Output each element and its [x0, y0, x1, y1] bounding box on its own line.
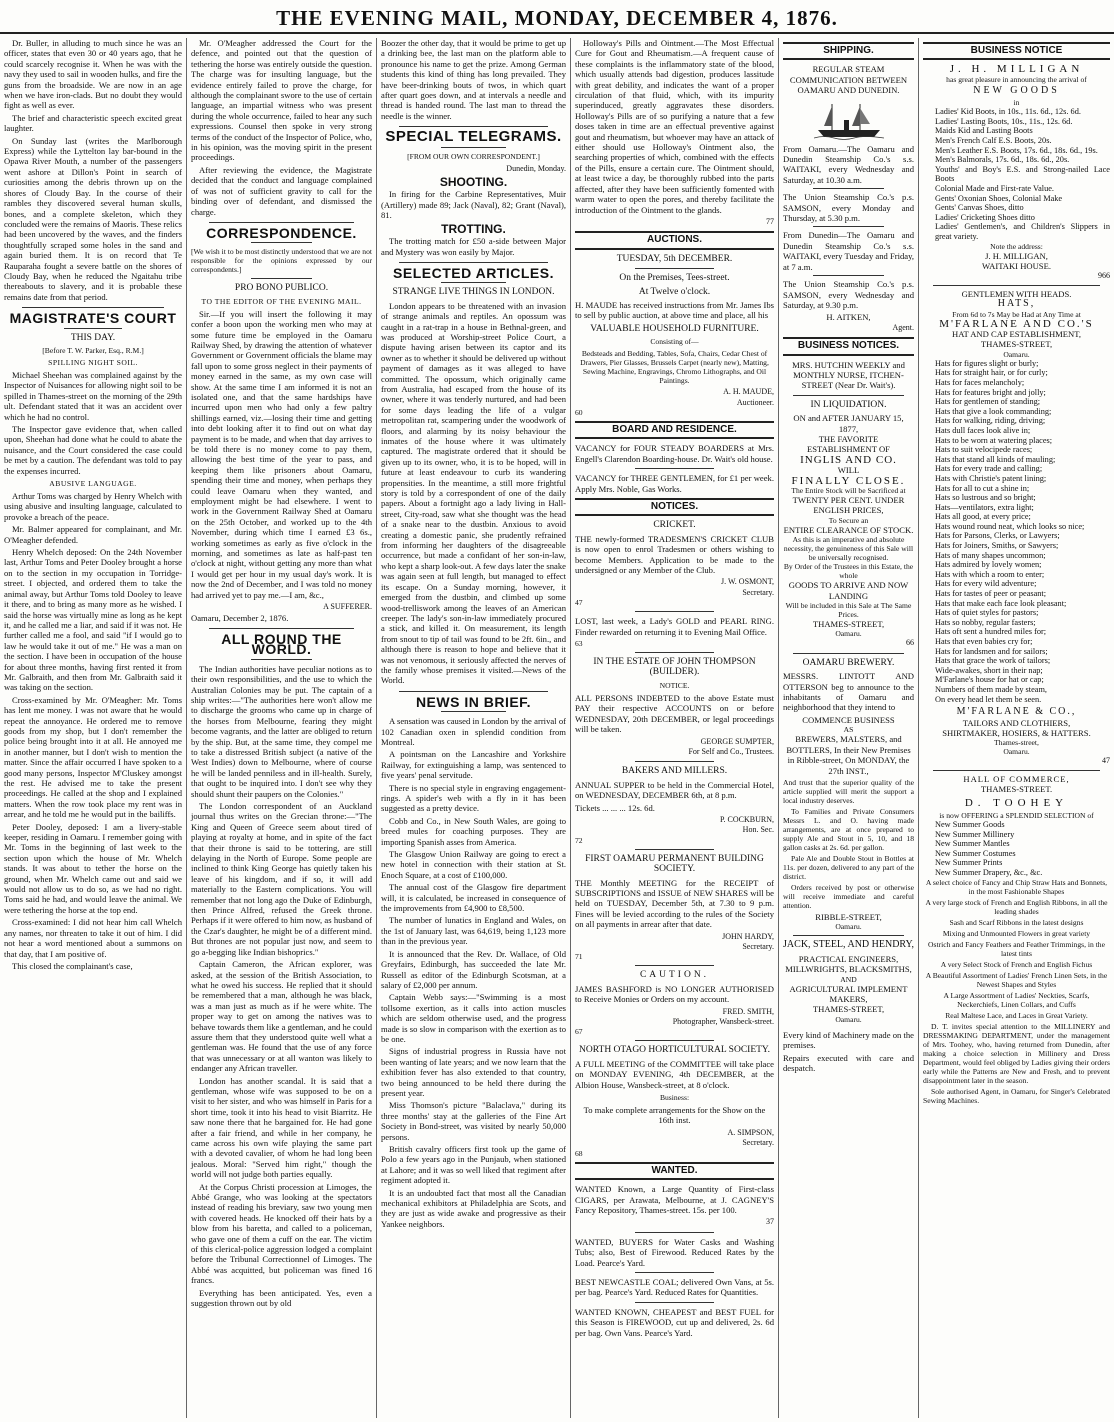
- news-item: Cobb and Co., in New South Wales, are going to breed mules for coaching purposes. They are importing Spanish asses from America.: [381, 815, 566, 847]
- milligan-intro: has great pleasure in announcing the arrival of: [946, 74, 1087, 84]
- milligan-address-label: Note the address:: [990, 241, 1043, 251]
- telegram-body: The trotting match for £50 a-side between Major and Mystery was won easily by Major.: [381, 236, 566, 257]
- article-paragraph: Arthur Toms was charged by Henry Whelch with using abusive and insulting language, calculated to provoke a breach of the peace.: [4, 491, 182, 522]
- article-paragraph: Mr. Balmer appeared for complainant, and Mr. O'Meagher defended.: [4, 524, 182, 545]
- engineers-line: PRACTICAL ENGINEERS, MILLWRIGHTS, BLACKSMITHS,: [785, 953, 912, 975]
- shipping-signature: H. AITKEN,: [826, 312, 871, 323]
- article-title: STRANGE LIVE THINGS IN LONDON.: [392, 287, 555, 298]
- telegram-dateline: Dunedin, Monday.: [506, 163, 566, 173]
- notice-tickets: Tickets ... ... ... 12s. 6d.: [575, 802, 655, 813]
- column-1: [0, 38, 186, 1418]
- toohey-item: Mixing and Unmounted Flowers in great variety: [942, 928, 1091, 938]
- advert-body: VACANCY for FOUR STEADY BOARDERS at Mrs. Engell's Clarendon Boarding-house. Dr. Wait's old house.: [575, 443, 774, 464]
- list-item: Hats that even babies cry for;: [935, 637, 1033, 646]
- notice-body: LOST, last week, a Lady's GOLD and PEARL RING. Finder rewarded on returning it to Evening Mail Office.: [575, 616, 774, 637]
- auction-date: TUESDAY, 5th DECEMBER.: [616, 253, 733, 264]
- notice-subheading: NOTICE.: [659, 680, 690, 690]
- divider: [399, 262, 548, 263]
- toohey-item: Sash and Scarf Ribbons in the latest designs: [949, 917, 1084, 927]
- notice-body: ANNUAL SUPPER to be held in the Commercial Hotel, on WEDNESDAY, DECEMBER 6th, at 8 p.m.: [575, 779, 774, 801]
- list-item: Maids Kid and Lasting Boots: [935, 126, 1033, 136]
- divider: [793, 653, 904, 654]
- farlane2-sub2: SHIRTMAKER, HOSIERS, & HATTERS.: [942, 727, 1091, 738]
- news-item: The number of lunatics in England and Wales, on the 1st of January last, was 64,619, being 1,123 more than in the previous year.: [381, 915, 566, 947]
- list-item: On every head let them be seen.: [935, 694, 1042, 704]
- wanted-ad: BEST NEWCASTLE COAL; delivered Own Vans, at 5s. per bag. Pearce's Yard. Reduced Rates for Quantities.: [575, 1276, 774, 1298]
- engineers-line: AND: [840, 974, 857, 984]
- list-item: Ladies' Cricketing Shoes ditto: [935, 212, 1035, 222]
- list-item: Youths' and Boy's E.S. and Strong-nailed Lace Boots: [935, 164, 1110, 184]
- list-item: Hats wound round neat, which looks so nice;: [935, 521, 1085, 531]
- notice-role: Hon. Sec.: [742, 825, 774, 835]
- article-paragraph: Cross-examined: I did not hear him call Whelch any names, nor threaten to take it out of him. I did not hear a word mentioned about a summons on that day, that I am positive of.: [4, 917, 182, 959]
- liquidation-line: Oamaru.: [835, 629, 862, 639]
- list-item: Hats for every wild adventure;: [935, 579, 1037, 589]
- toohey-item: A very Select Stock of French and English Fichus: [940, 959, 1093, 969]
- article-paragraph: Mr. O'Meagher addressed the Court for the defence, and pointed out that the question of tethering the horse was entirely outside the question. The charge was for insulting language, but the evidence entirely failed to prove the charge, for although the complainant swore to the use of certain language, an impartial witness who was present during the whole occurrence, failed to hear any such expressions. Counsel then spoke in very strong terms of the conduct of the Inspector of Police, who, in his opinion, was the moving spirit in the present proceedings.: [191, 38, 372, 163]
- wanted-ad: WANTED Known, a Large Quantity of First-class CIGARS, per Arawata, Melbourne, at J. CAGNEY'S Fancy Repository, Thames-street. 15s. per 100.: [575, 1184, 774, 1215]
- steamship-icon: [814, 100, 884, 140]
- list-item: Hats that stand all kinds of mauling;: [935, 454, 1056, 464]
- advert-number: 37: [766, 1217, 774, 1227]
- brewery-body: To Families and Private Consumers Messrs L. and O. having made arrangements, are at once prepared to supply Ale and Stout in 5, 10, and 18 gallon casks at 2s. 6d. per gallon.: [783, 806, 914, 852]
- article-paragraph: The London correspondent of an Auckland journal thus writes on the Grecian throne:—"The King and Queen of Greece seem about tired of playing at royalty at home, and in spite of the fact that their throne is said to be tottering, are still delaying in the North of Europe. Some people are inclined to think King George has quietly taken his leave of his kingdom, and if so, it will add materially to the Eastern complications. You will remember that not long ago the Duke of Edinburgh, then Prince Alfred, refused the Greek throne. Perhaps if it were offered to him now, as husband of the Czar's daughter, he might be of a different mind. But thrones are not popular just now, and seem to go a-begging like Indian bishoprics.": [191, 801, 372, 957]
- liquidation-line: ENTIRE CLEARANCE OF STOCK.: [783, 524, 914, 535]
- list-item: New Summer Costumes: [935, 848, 1016, 858]
- letter-signature: A SUFFERER.: [323, 602, 372, 612]
- list-item: Wide-awakes, short in their nap;: [935, 665, 1043, 675]
- liquidation-line: The Entire Stock will be Sacrificed at: [791, 486, 906, 495]
- divider: [813, 275, 884, 276]
- liquidation-line: WILL: [837, 465, 860, 476]
- telegram-body: In firing for the Carbine Representatives, Muir (Artillery) made 89; Jack (Naval), 82; Grant (Naval), 81.: [381, 189, 566, 221]
- list-item: New Summer Mantles: [935, 839, 1010, 849]
- divider: [635, 1232, 714, 1233]
- list-item: Hats so nobby, regular fasters;: [935, 617, 1036, 627]
- brewery-body: And trust that the superior quality of the article supplied will merit the support a local industry deserves.: [783, 777, 914, 805]
- divider: [635, 468, 714, 469]
- divider: [635, 652, 714, 653]
- section-banner: SHIPPING.: [783, 42, 914, 60]
- list-item: Hats that make each face look pleasant;: [935, 598, 1067, 608]
- liquidation-line: Will be included in this Sale at The Same Prices.: [785, 601, 912, 620]
- notice-signature: A. SIMPSON,: [727, 1127, 774, 1137]
- farlane-sub: HAT AND CAP ESTABLISHMENT,: [951, 328, 1082, 339]
- notice-body: THE Monthly MEETING for the RECEIPT of SUBSCRIPTIONS and ISSUE of NEW SHARES will be held on TUESDAY, December 5th, at 7.30 to 9 p.m. Fines will be levied according to the rules of the Society on all payments in arrear after that date.: [575, 877, 774, 930]
- section-heading: ALL ROUND THE WORLD.: [221, 630, 342, 658]
- milligan-address-house: WAITAKI HOUSE.: [981, 260, 1051, 271]
- list-item: Hats to be worn at watering places;: [935, 435, 1053, 445]
- list-item: Hats dull faces look alive in;: [935, 425, 1031, 435]
- list-item: Hats for faces melancholy;: [935, 377, 1025, 387]
- toohey-item: A Beautiful Assortment of Ladies' French Linen Sets, in the Newest Shapes and Styles: [925, 970, 1108, 989]
- notice-role: For Self and Co., Trustees.: [688, 746, 774, 756]
- shipping-role: Agent.: [892, 322, 914, 332]
- news-item: The annual cost of the Glasgow fire department will, it is calculated, be increased in consequence of the improvements from £4,900 to £8,500.: [381, 882, 566, 914]
- liquidation-line: THE FAVORITE ESTABLISHMENT OF: [807, 433, 890, 455]
- toohey-item: A select choice of Fancy and Chip Straw Hats and Bonnets, in the most Fashionable Shapes: [925, 877, 1108, 896]
- toohey-intro: is now OFFERING a SPLENDID SELECTION of: [939, 811, 1094, 820]
- hats-heading: HATS,: [997, 298, 1036, 310]
- list-item: Hats for figures slight or burly;: [935, 358, 1039, 368]
- news-item: Signs of industrial progress in Russia have not been wanting of late years; and we now learn that the exhibition fever has also extended to that country, two being announced to be held there during the present year.: [381, 1046, 566, 1098]
- list-item: New Summer Drapery, &c., &c.: [935, 867, 1043, 877]
- section-heading: SELECTED ARTICLES.: [393, 264, 554, 281]
- letter-date: Oamaru, December 2, 1876.: [191, 612, 289, 623]
- list-item: Hats with which a room to enter;: [935, 569, 1045, 579]
- notice-body: ALL PERSONS INDEBTED to the above Estate must PAY their respective ACCOUNTS on or before WEDNESDAY, 20th DECEMBER, or legal proceedings will be taken.: [575, 692, 774, 735]
- notice-signature: JOHN HARDY,: [722, 931, 774, 941]
- farlane2-town: Oamaru.: [1003, 747, 1030, 757]
- auction-role: Auctioneer.: [736, 397, 774, 407]
- advert-number: 68: [575, 1148, 583, 1158]
- auction-consisting: Consisting of—: [650, 337, 699, 347]
- hall-heading: HALL OF COMMERCE,: [963, 773, 1070, 784]
- list-item: Men's Leather E.S. Boots, 17s. 6d., 18s. 6d., 19s.: [935, 145, 1098, 155]
- farlane-heading: M'FARLANE AND CO.'S: [939, 317, 1094, 330]
- auction-signature: A. H. MAUDE,: [723, 387, 774, 397]
- article-paragraph: Peter Dooley, deposed: I am a livery-stable keeper, residing in Oamaru. I remember going with Mr. Toms in the beginning of last week to the section upon which the house of Mr. Whelch stands. It was about to tether the horse on the ground, when Mr. Whelch came out and said we would not allow us to do so, as we had no right. Toms said he had, and would leave the animal. We were tethering the horse at the top end.: [4, 821, 182, 915]
- hats-gentlemen: GENTLEMEN WITH HEADS.: [961, 288, 1072, 299]
- brewery-town: Oamaru.: [835, 922, 862, 932]
- advert-number: 63: [575, 639, 583, 649]
- auction-premises: On the Premises, Tees-street.: [619, 273, 730, 284]
- news-item: It is an undoubted fact that most all the Canadian mechanical exhibitors at Philadelphia are Scots, and they are just as wide awake and progressive as their Yankee neighbors.: [381, 1187, 566, 1229]
- divider: [441, 711, 506, 712]
- list-item: Hats for every trade and calling;: [935, 464, 1043, 474]
- brewery-body: MESSRS. LINTOTT AND OTTERSON beg to announce to the inhabitants of Oamaru and neighborhood that they intend to: [783, 671, 914, 713]
- divider: [251, 242, 312, 243]
- news-item: Miss Thomson's picture "Balaclava," during its three months' stay at the galleries of the Fine Art Society in Bond-street, was visited by nearly 50,000 persons.: [381, 1100, 566, 1142]
- auction-item: VALUABLE HOUSEHOLD FURNITURE.: [590, 323, 759, 334]
- article-paragraph: Henry Whelch deposed: On the 24th November last, Arthur Toms and Peter Dooley brought a horse on to the section in my occupation in Torridge-street. I objected, and ordered them to take the animal away, but Arthur Toms told Dooley to leave it there, and to bring as many more as he wished. I said the horse was virtually mine as long as he kept it, and he called me a liar, and said if it was not. He further called me a fool, and said "if I would go to law he would take it out of me." He was a man on the section. I have been in occupation of the house for about three months, having first rented it from Mr. Galbraith, and then from Mr. Galbraith said it was taking on the section.: [4, 547, 182, 693]
- farlane2-address: Thames-street,: [994, 738, 1039, 748]
- notice-signature: GEORGE SUMPTER,: [700, 736, 774, 746]
- list-item: Hats for landsmen and for sailors;: [935, 646, 1048, 656]
- notice-body: To make complete arrangements for the Show on the 16th inst.: [583, 1105, 766, 1126]
- masthead: [0, 0, 1114, 34]
- engineers-footer: Repairs executed with care and despatch.: [783, 1052, 914, 1073]
- list-item: New Summer Prints: [935, 858, 1003, 868]
- brewery-body: Pale Ale and Double Stout in Bottles at 11s. per dozen, delivered to any part of the district.: [783, 853, 914, 881]
- toohey-item: Ostrich and Fancy Feathers and Feather Trimmings, in the latest tints: [928, 939, 1105, 958]
- liquidation-heading: IN LIQUIDATION.: [810, 399, 887, 410]
- notice-role: Secretary.: [742, 1138, 774, 1148]
- article-paragraph: Cross-examined by Mr. O'Meagher: Mr. Toms has lent me money. I was not aware that he would repeat the annoyance. He ordered me to remove goods from my shop, but I don't remember the police being brought into it at all. He annoyed me in another manner, but I don't wish to mention the matter. Since the affair occurred I have spoken to a good many persons, Inspector M'Cluskey amongst the rest. He advised me to take the present proceedings. He called at the shop and I explained matters. When the row took place my rent was in arrear, and he told me he would put in the bailiffs.: [4, 694, 182, 820]
- divider: [635, 761, 714, 762]
- list-item: Hats for Joiners, Smiths, or Sawyers;: [935, 541, 1059, 551]
- divider: [933, 770, 1100, 771]
- section-banner: AUCTIONS.: [575, 231, 774, 249]
- brewery-as: AS: [843, 725, 854, 735]
- list-item: Colonial Made and First-rate Value.: [935, 183, 1054, 193]
- divider: [635, 965, 714, 966]
- shipping-schedule: From Oamaru.—The Oamaru and Dunedin Steamship Co.'s s.s. WAITAKI, every Wednesday and Saturday, at 10.30 a.m.: [783, 143, 914, 185]
- list-item: Numbers of them made by steam,: [935, 684, 1047, 694]
- advert-body: Holloway's Pills and Ointment.—The Most Effectual Cure for Gout and Rheumatism.—A frequent cause of these complaints is the inflammatory state of the blood, which usually attends bad digestion, produces lassitude with great debility, and indicates the want of a proper circulation of that fluid, which, with its impurity superinduced, greatly aggravates these disorders. Holloway's Pills are of so purifying a nature that a few doses taken in time are an effectual preventive against gout and rheumatism, but whoever may have an attack of either should use Holloway's Ointment also, the searching properties of which, combined with the effects of the Pills, ensure a certain cure. The Ointment should, at least twice a day, be thoroughly rubbed into the parts affected, after they have been sufficiently fomented with warm water to open the pores, and thereby facilitate the introduction of the Ointment to the glands.: [575, 38, 774, 215]
- engineers-line: THAMES-STREET,: [812, 1004, 885, 1015]
- divider: [22, 307, 164, 308]
- toohey-heading: D. TOOHEY: [964, 796, 1069, 809]
- brewery-body: Orders received by post or otherwise will receive immediate and careful attention.: [783, 882, 914, 910]
- list-item: Hats all good, at every price;: [935, 512, 1031, 522]
- column-6: [918, 38, 1114, 1418]
- divider: [813, 188, 884, 189]
- auction-time: At Twelve o'clock.: [638, 286, 711, 297]
- notice-heading: NORTH OTAGO HORTICULTURAL SOCIETY.: [579, 1045, 770, 1056]
- news-item: There is no special style in engraving engagement-rings. A spider's web with a fly in it has been suggested as a pretty device.: [381, 782, 566, 814]
- notice-heading: CAUTION.: [639, 970, 710, 981]
- news-item: It is announced that the Rev. Dr. Wallace, of Old Greyfairs, Edinburgh, has succeeded the late Mr. Russell as editor of the Edinburgh Scotsman, at a salary of £2,000 per annum.: [381, 948, 566, 990]
- divider: [793, 935, 904, 936]
- liquidation-line: To Secure an: [828, 515, 869, 525]
- auction-list: Bedsteads and Bedding, Tables, Sofa, Chairs, Cedar Chest of Drawers, Pier Glasses, Brussels Carpet (nearly new), Matting, Sewing Machine, Engravings, Chromo Lithographs, and Oil Paintings.: [580, 349, 769, 386]
- court-before: [Before T. W. Parker, Esq., R.M.]: [42, 345, 144, 355]
- telegram-source: [FROM OUR OWN CORRESPONDENT.]: [407, 151, 540, 161]
- milligan-heading: J. H. MILLIGAN: [949, 63, 1084, 76]
- advert-number: 966: [1098, 271, 1110, 281]
- article-paragraph: After reviewing the evidence, the Magistrate decided that the conduct and language complained of was not of sufficient gravity to call for the binding over of defendant, and dismissed the charge.: [191, 164, 372, 217]
- article-paragraph: Captain Cameron, the African explorer, was asked, at the session of the British Association, to what he owed his success. He replied that it should be remembered that a man, although he was black, was a man just as much as if he were white. The proper way to get on among the natives was to behave towards them like a gentleman, and he could assure them that they understood quite well what a gentleman was. He found that the use of any force that was unnecessary or at all wanton was likely to endanger any African traveller.: [191, 959, 372, 1074]
- notice-subheading: Business:: [659, 1093, 690, 1103]
- advert-number: 72: [575, 835, 583, 845]
- milligan-in: in: [1013, 98, 1020, 108]
- article-paragraph: This closed the complainant's case,: [12, 960, 133, 971]
- list-item: Men's French Calf E.S. Boots, 20s.: [935, 136, 1052, 145]
- liquidation-line: INGLIS AND CO.: [800, 453, 897, 466]
- telegram-heading: SHOOTING.: [439, 175, 508, 190]
- divider: [209, 222, 354, 223]
- list-item: Men's Balmorals, 17s. 6d., 18s. 6d., 20s.: [935, 155, 1070, 165]
- wanted-ad: WANTED KNOWN, CHEAPEST and BEST FUEL for this Season is FIREWOOD, cut up and delivered, 2s. 6d per bag. Own Vans. Pearce's Yard.: [575, 1306, 774, 1338]
- list-item: Gents' Canvas Shoes, ditto: [935, 203, 1024, 213]
- court-day: THIS DAY.: [70, 332, 116, 343]
- section-heading: SPECIAL TELEGRAMS.: [385, 128, 562, 146]
- list-item: Hats oft sent a hundred miles for;: [935, 627, 1047, 637]
- toohey-item: Sole authorised Agent, in Oamaru, for Singer's Celebrated Sewing Machines.: [923, 1086, 1110, 1105]
- divider: [441, 147, 506, 148]
- farlane-address: THAMES-STREET,: [980, 339, 1053, 350]
- list-item: Hats so lustrous and so bright;: [935, 493, 1036, 503]
- toohey-item: Real Maltese Lace, and Laces in Great Variety.: [945, 1010, 1088, 1020]
- liquidation-line: TWENTY PER CENT. UNDER ENGLISH PRICES,: [792, 495, 905, 516]
- milligan-new-goods: NEW GOODS: [973, 84, 1060, 96]
- article-paragraph: London appears to be threatened with an invasion of strange animals and reptiles. An opossum was caught in a rat-trap in a house in Bethnal-green, and was produced at Worship-street Police Court, a dispute having arisen between its captor and its owner as to whether it should be delivered up without payment of damages as it was alleged to have committed. The opossum, which originally came from Australia, had escaped from the house of its owner, where it was tenderly nurtured, and had been for some days leading the life of a vulgar metropolitan rat, scampering under the woodwork of floors, and alarming by its noisy behaviour the inmates of the house where it was ultimately captured. The magistrate ordered that it should be given up to its owner, who, it is to be hoped, will in future at least endeavour to curb its wandering propensities. In the meantime, a still more frightful story is told by a correspondent of one of the daily papers. About a fortnight ago a lady living in Hall-street, City-road, saw what she thought was the head of a snake near to the dustbin. Anxious to avoid creating a domestic panic, she prudently refrained from informing her daughters of the disagreeable occurrence, but made a confidant of her son-in-law, who kept a sharp look-out. A few days later the snake was again seen at full length, but managed to effect its escape. On a Sunday morning, however, it emerged from the dustbin, and climbed up some wood-trelliswork among the leaves of an American creeper. The lady's son-in-law immediately procured a stick, and killed it. On measurement, its length from snout to tip of tail was found to be 2ft. 6in., and although there is reason to hope and believe that it was not venomous, it seriously affected the nerves of the family whose premises it visited.—News of the World.: [381, 300, 566, 686]
- divider: [635, 1272, 714, 1273]
- section-heading: CORRESPONDENCE.: [206, 224, 357, 241]
- list-item: Hats of many shapes uncommon;: [935, 550, 1046, 560]
- nurse-advert: MRS. HUTCHIN WEEKLY and MONTHLY NURSE, ITCHEN-STREET (Near Dr. Wait's).: [792, 359, 905, 391]
- liquidation-line: FINALLY CLOSE.: [791, 474, 906, 487]
- section-banner: BUSINESS NOTICES.: [783, 337, 914, 355]
- divider: [635, 1302, 714, 1303]
- engineers-body: Every kind of Machinery made on the premises.: [783, 1029, 914, 1051]
- engineers-line: AGRICULTURAL IMPLEMENT MAKERS,: [789, 983, 908, 1004]
- column-5: [778, 38, 918, 1418]
- list-item: Hats for tastes of peer or peasant;: [935, 589, 1047, 599]
- farlane-town: Oamaru.: [1003, 349, 1030, 359]
- wanted-ad: WANTED, BUYERS for Water Casks and Washing Tubs; also, Best of Firewood. Reduced Rates by the Load. Pearce's Yard.: [575, 1236, 774, 1268]
- liquidation-line: THAMES-STREET,: [812, 619, 885, 630]
- divider: [635, 849, 714, 850]
- advert-number: 71: [575, 952, 583, 962]
- notice-signature: P. COCKBURN,: [719, 814, 774, 824]
- divider: [933, 285, 1100, 286]
- divider: [793, 395, 904, 396]
- list-item: Ladies' Gentlemen's, and Children's Slippers in great variety.: [935, 222, 1110, 241]
- list-item: Hats admired by lovely women;: [935, 560, 1042, 570]
- divider: [251, 278, 312, 279]
- divider: [635, 268, 714, 269]
- article-paragraph: The Inspector gave evidence that, when called upon, Sheehan had done what he could to abate the nuisance, and the Court considered the case could be met by a caution. The defendant was told to pay the expenses incurred.: [4, 424, 182, 476]
- letter-title: PRO BONO PUBLICO.: [234, 283, 329, 294]
- shipping-schedule: The Union Steamship Co.'s p.s. SAMSON, every Wednesday and Saturday, at 9.30 p.m.: [783, 279, 914, 310]
- notice-role: Secretary.: [742, 587, 774, 597]
- divider: [813, 226, 884, 227]
- liquidation-line: GOODS TO ARRIVE AND NOW LANDING: [788, 580, 909, 601]
- notice-heading: FIRST OAMARU PERMANENT BUILDING SOCIETY.: [585, 853, 764, 875]
- list-item: Hats for features bright and jolly;: [935, 387, 1046, 397]
- list-item: Hats for walking, riding, driving;: [935, 416, 1046, 426]
- news-item: Captain Webb says:—"Swimming is a most tollsome exertion, as it calls into action muscles which are seldom otherwise used, and the progress made is so slow in comparison with the exertion as to be one.: [381, 992, 566, 1044]
- divider: [635, 611, 714, 612]
- article-paragraph: Michael Sheehan was complained against by the Inspector of Nuisances for allowing night soil to be spilled in Thames-street on the morning of the 29th ult. Defendant stated that it was an accident over which he had no control.: [4, 369, 182, 422]
- list-item: Gents' Oxonian Shoes, Colonial Make: [935, 193, 1063, 203]
- liquidation-line: 1877,: [838, 423, 859, 434]
- list-item: Hats for Parsons, Clerks, or Lawyers;: [935, 531, 1060, 541]
- advert-number: 66: [906, 638, 914, 648]
- article-paragraph: The brief and characteristic speech excited great laughter.: [4, 112, 182, 134]
- column-3: [376, 38, 570, 1418]
- news-item: A pointsman on the Lancashire and Yorkshire Railway, for extinguishing a lamp, was sentenced to five years' penal servitude.: [381, 749, 566, 781]
- telegram-heading: TROTTING.: [441, 221, 506, 236]
- divider: [399, 126, 548, 127]
- news-item: A sensation was caused in London by the arrival of 102 Canadian oxen in splendid condition from Montreal.: [381, 716, 566, 747]
- engineers-line: Oamaru.: [835, 1014, 862, 1024]
- liquidation-line: As this is an imperative and absolute necessity, the genuineness of this Sale will be universally recognised.: [783, 535, 914, 563]
- list-item: New Summer Millinery: [935, 829, 1015, 839]
- advert-number: 67: [575, 1027, 583, 1037]
- article-paragraph: Everything has been anticipated. Yes, even a suggestion thrown out by old: [191, 1287, 372, 1309]
- list-item: Ladies' Kid Boots, in 10s., 11s. 6d., 12s. 6d.: [935, 107, 1081, 117]
- engineers-heading: JACK, STEEL, AND HENDRY,: [783, 939, 914, 951]
- advert-number: 47: [575, 598, 583, 608]
- news-item: The Glasgow Union Railway are going to erect a new hotel in connection with their station at St. Enoch Square, at a cost of £100,000.: [381, 849, 566, 880]
- advert-number: 47: [1102, 756, 1110, 766]
- section-banner: BUSINESS NOTICE: [923, 42, 1110, 60]
- notice-heading: IN THE ESTATE OF JOHN THOMPSON (BUILDER).: [593, 657, 756, 678]
- list-item: Hats—ventilators, extra light;: [935, 502, 1034, 512]
- liquidation-line: ON and AFTER JANUARY 15,: [793, 413, 904, 424]
- section-banner: NOTICES.: [575, 498, 774, 516]
- article-paragraph: Boozer the other day, that it would be prime to get up a drinking bee, the last man on the platform able to pronounce his name to get the prize. Among German students this kind of thing has long prevailed. They have beer-drinking bouts of twos, in which quart after quart goes down, and at intervals a needle and thread is handed round. The last man to thread the needle is the winner.: [381, 38, 566, 121]
- notice-heading: BAKERS AND MILLERS.: [621, 766, 728, 777]
- divider: [635, 1040, 714, 1041]
- article-paragraph: At the Corpus Christi procession at Limoges, the Abbé Grange, who was looking at the spectators instead of reading his breviary, saw two young men with covered heads. He knocked off their hats by a blow from his baretta, and called to a policeman, who gave one of them a cuff on the ear. The victim of this clerical-police aggression lodged a complaint before the Tribunal Correctionnel of Limoges. The Abbé was acquitted, but policeman was fined 16 francs.: [191, 1181, 372, 1286]
- advert-number: 60: [575, 407, 583, 417]
- list-item: Hats for all to cut a shine in;: [935, 483, 1030, 493]
- brewery-commence: COMMENCE BUSINESS: [802, 714, 895, 725]
- list-item: Hats that give a look commanding;: [935, 406, 1052, 416]
- section-heading: MAGISTRATE'S COURT: [9, 310, 177, 327]
- notice-body: A FULL MEETING of the COMMITTEE will take place on MONDAY EVENING, 4th DECEMBER, at the Albion House, Wansbeck-street, at 8 o'clock.: [575, 1058, 774, 1090]
- liquidation-line: By Order of the Trustees in this Estate, the whole: [783, 562, 914, 581]
- news-item: British cavalry officers first took up the game of Polo a few years ago in the Punjaub, when stationed at Lahore; and it was so well liked that regiment after regiment adopted it.: [381, 1144, 566, 1186]
- list-item: Hats of quiet styles for pastors;: [935, 608, 1039, 618]
- hall-address: THAMES-STREET.: [980, 784, 1053, 795]
- list-item: Hats to suit velocipede races;: [935, 445, 1033, 455]
- notice-body: JAMES BASHFORD is NO LONGER AUTHORISED to Receive Monies or Orders on my account.: [575, 983, 774, 1005]
- notice-body: THE newly-formed TRADESMEN'S CRICKET CLUB is now open to enrol Tradesmen or others wishing to become Members. Application to be made to the undersigned or any Member of the Club.: [575, 533, 774, 576]
- editor-note: [We wish it to be most distinctly understood that we are not responsible for the opinions expressed by our correspondents.]: [191, 247, 372, 275]
- advert-body: VACANCY for THREE GENTLEMEN, for £1 per week. Apply Mrs. Noble, Gas Works.: [575, 473, 774, 494]
- brewery-trade: BREWERS, MALSTERS, and BOTTLERS, In their New Premises in Ribble-street, On MONDAY, the 27th INST.,: [786, 734, 911, 776]
- divider: [399, 691, 548, 692]
- brewery-address: RIBBLE-STREET,: [815, 911, 882, 922]
- letter-body: Sir.—If you will insert the following it may confer a boon upon the working men who may at some future time be employed in the Oamaru Railway Shed, by drawing the attention of whatever Government or Government officials the blame may fall upon to some gross neglect in their payments of money earned in the same, as my own case will show. At the same time I am informed it is not an isolated one, and that the same hardships have incurred upon men who had only a few paltry shillings earned, viz.—losing their time and getting into debt looking after it to find out on what day payment is to be made, and when that day arrives to be told there is no money come to pay them, allowing the best time of the year to pass, and keeping them like prisoners about Oamaru, spending their time and money, when perhaps they could leave Oamaru when they wanted, and employment might be had elsewhere. I went to work in the Government Railway Shed at Oamaru on the 25th October, and worked up to the 4th November, during which time I earned £3 6s., working sometimes as early as five o'clock in the morning, and sometimes as late as half-past ten o'clock at night, without getting any more than what I would get per hour in my usual day's work. It is now the 2nd of December, and I was told no money had arrived yet to pay me.—I am, &c.,: [191, 308, 372, 600]
- hats-price: From 6d to 7s May be Had at Any Time at: [952, 309, 1081, 319]
- court-subhead: ABUSIVE LANGUAGE.: [49, 479, 137, 489]
- list-item: M'Farlane's house for hat or cap;: [935, 675, 1044, 685]
- toohey-item: A Large Assortment of Ladies' Neckties, Scarfs, Neckerchiefs, Linen Collars, and Cuffs: [943, 990, 1090, 1009]
- column-2: [186, 38, 376, 1418]
- list-item: Hats that grace the work of tailors;: [935, 656, 1051, 666]
- shipping-schedule: The Union Steamship Co.'s p.s. SAMSON, every Monday and Thursday, at 5.30 p.m.: [783, 192, 914, 224]
- toohey-item: A very large stock of French and English Ribbons, in all the leading shades: [925, 897, 1108, 916]
- letter-to: TO THE EDITOR OF THE EVENING MAIL.: [201, 296, 362, 306]
- notice-heading: CRICKET.: [653, 520, 696, 531]
- divider: [209, 628, 354, 629]
- auction-body: H. MAUDE has received instructions from Mr. James Ibs to sell by public auction, at above time and place, all his: [575, 299, 774, 321]
- article-paragraph: On Sunday last (writes the Marlborough Express) while the Lyttelton lay bar-bound in the Opawa River Mouth, a number of the passengers went ashore at Dillon's Point in search of curiosities among the debris thrown up on the shores of Cloudy Bay. In the course of their rambles they discovered several human skulls, bones, and a complete skeleton, which they concluded were the remains of Maoris. These relics had been uncovered by the waves, and the finders thoughtfully scraped some holes in the sand and again buried them. It is on record that Te Rauparaha fought a severe battle on the shores of Cloudy Bay, when he reduced the Ngaitahu tribe thereabouts to slavery, and it is probable these remains date from that period.: [4, 135, 182, 302]
- milligan-address-name: J. H. MILLIGAN,: [985, 250, 1048, 261]
- article-paragraph: The Indian authorities have peculiar notions as to their own responsibilities, and the use to which the Australian Colonies may be put. The captain of a ship writes:—"The authorities here won't allow me to discharge the grooms who came up in charge of the horses from Melbourne, fearing they might become vagrants, and the latter are obliged to return by the ship. But, at the same time, they compel me to take a distressed British subject (a native of the West Indies) down to Melbourne, where of course he will be landed penniless and in ill-health. Surely, that ought to be inquired into. I don't see why they should shunt their paupers on the Colonies.": [191, 663, 372, 799]
- section-heading: NEWS IN BRIEF.: [415, 693, 532, 710]
- farlane2-sub: TAILORS AND CLOTHIERS,: [962, 717, 1071, 728]
- list-item: Hats for straight hair, or for curly;: [935, 368, 1048, 378]
- section-banner: WANTED.: [575, 1162, 774, 1180]
- farlane2-heading: M'FARLANE & CO.,: [956, 706, 1077, 718]
- article-paragraph: Dr. Buller, in alluding to much since he was an officer, states that even 30 or 40 years ago, that he could scarcely recognise it. When he was with the navy they used to sail in wooden hulks, and fire the guns from the broadside. We are now in an age when we have iron-clads. But no doubt they would fight as well as ever.: [4, 38, 182, 111]
- brewery-heading: OAMARU BREWERY.: [802, 657, 895, 668]
- list-item: Hats with Christie's patent lining;: [935, 473, 1047, 483]
- notice-signature: FRED. SMITH,: [722, 1006, 774, 1016]
- notice-role: Photographer, Wansbeck-street.: [672, 1017, 774, 1027]
- newspaper-title: THE EVENING MAIL, MONDAY, DECEMBER 4, 1876.: [276, 6, 838, 30]
- divider: [251, 659, 312, 660]
- list-item: Hats for gentlemen of standing;: [935, 397, 1041, 407]
- shipping-schedule: From Dunedin—The Oamaru and Dunedin Steamship Co.'s s.s. WAITAKI, every Tuesday and Friday, at 7 a.m.: [783, 230, 914, 272]
- toohey-item: D. T. invites special attention to the MILLINERY and DRESSMAKING DEPARTMENT, under the management of Mrs. Toohey, who, having returned from Dunedin, after making a choice selection in Millinery and Dress Department, would feel obliged by Ladies giving their orders early while the Patterns are New and Fresh, and to prevent disappointment later in the season.: [923, 1021, 1110, 1085]
- list-item: New Summer Goods: [935, 820, 1005, 829]
- divider: [441, 282, 506, 283]
- shipping-heading: REGULAR STEAM COMMUNICATION BETWEEN OAMARU AND DUNEDIN.: [789, 64, 908, 96]
- column-4: [570, 38, 778, 1418]
- advert-number: 77: [766, 216, 774, 226]
- section-banner: BOARD AND RESIDENCE.: [575, 421, 774, 439]
- notice-role: Secretary.: [742, 942, 774, 951]
- divider: [64, 328, 122, 329]
- notice-signature: J. W. OSMONT,: [721, 577, 774, 587]
- article-paragraph: London has another scandal. It is said that a gentleman, whose wife was supposed to be on a visit to her sister, and who was himself in Paris for a short time, took it into his head to visit Biarritz. He saw none there that he bargained for. He had gone after a fair friend, and while in her company, he came across his own wife playing the same part with a devoted cavalier, of whom he had long been jealous. Moral: "Served him right," though the world will not judge both parties equally.: [191, 1075, 372, 1180]
- court-subhead: SPILLING NIGHT SOIL.: [48, 357, 138, 367]
- list-item: Ladies' Lasting Boots, 10s., 11s., 12s. 6d.: [935, 116, 1073, 126]
